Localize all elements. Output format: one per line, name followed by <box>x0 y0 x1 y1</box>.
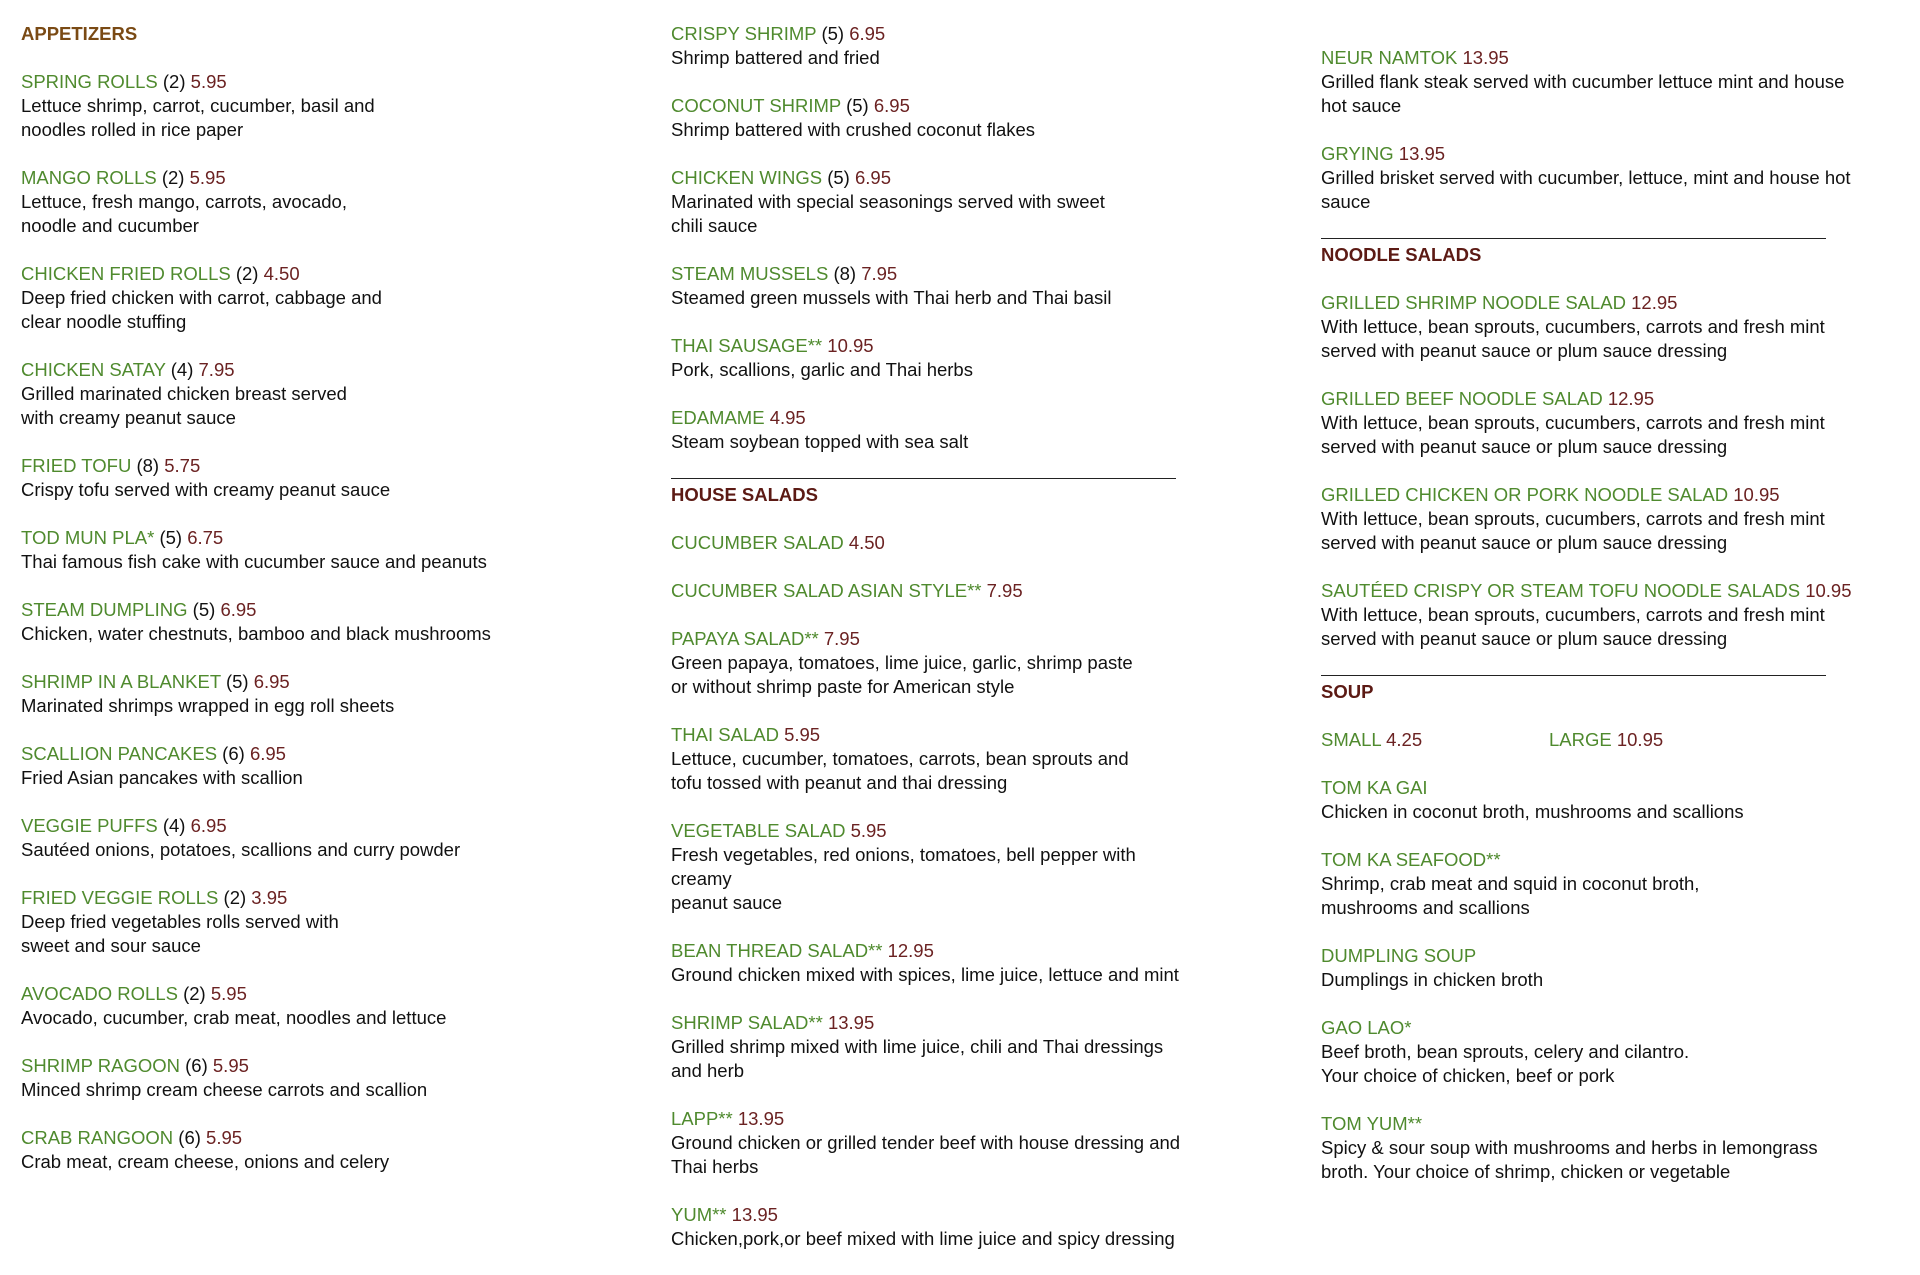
menu-item-quantity: (6) <box>222 743 245 764</box>
menu-item-yum <box>671 1203 1191 1251</box>
menu-item-description: Shrimp battered and fried <box>671 47 880 68</box>
menu-item-price: 13.95 <box>827 1012 875 1033</box>
menu-item-price: 5.95 <box>206 1127 243 1148</box>
soup-size-small <box>1321 728 1549 752</box>
menu-item-price: 4.95 <box>769 407 806 428</box>
menu-item-title <box>671 723 1191 747</box>
soup-size-large-price: 10.95 <box>1616 729 1664 750</box>
menu-item-quantity: (5) <box>192 599 216 620</box>
soup-size-prices <box>1321 728 1881 752</box>
menu-item-name: CHICKEN SATAY <box>21 359 166 380</box>
menu-item-coconut-shrimp <box>671 94 1191 142</box>
menu-column-2 <box>671 22 1191 1275</box>
menu-item-quantity: (5) <box>827 167 850 188</box>
menu-item-title <box>21 886 581 910</box>
menu-item-title <box>671 94 1191 118</box>
menu-item-title <box>671 406 1191 430</box>
menu-item-description: Crab meat, cream cheese, onions and celery <box>21 1151 390 1172</box>
menu-item-title <box>1321 291 1881 315</box>
menu-item-chicken-wings <box>671 166 1191 238</box>
menu-item-description: Lettuce, cucumber, tomatoes, carrots, bean sprouts and tofu tossed with peanut and thai dressing <box>671 748 1129 793</box>
section-heading-noodle-salads: NOODLE SALADS <box>1321 244 1482 265</box>
menu-item-description: Ground chicken mixed with spices, lime juice, lettuce and mint <box>671 964 1179 985</box>
menu-item-description: With lettuce, bean sprouts, cucumbers, carrots and fresh mint served with peanut sauce or plum sauce dressing <box>1321 412 1825 457</box>
menu-item-name: AVOCADO ROLLS <box>21 983 178 1004</box>
menu-item-description: Marinated shrimps wrapped in egg roll sheets <box>21 695 395 716</box>
menu-item-description: Avocado, cucumber, crab meat, noodles and lettuce <box>21 1007 447 1028</box>
menu-item-name: FRIED VEGGIE ROLLS <box>21 887 219 908</box>
menu-item-title <box>1321 1016 1881 1040</box>
menu-item-name: GRILLED SHRIMP NOODLE SALAD <box>1321 292 1626 313</box>
menu-item-name: SAUTÉED CRISPY OR STEAM TOFU NOODLE SALADS <box>1321 580 1801 601</box>
menu-item-price: 10.95 <box>1733 484 1780 505</box>
menu-item-quantity: (2) <box>235 263 259 284</box>
menu-item-name: GAO LAO* <box>1321 1017 1412 1038</box>
menu-item-title <box>671 334 1191 358</box>
menu-item-quantity: (5) <box>846 95 869 116</box>
menu-item-title <box>671 166 1191 190</box>
menu-item-title <box>21 358 581 382</box>
menu-item-price: 5.95 <box>190 71 227 92</box>
menu-item-description: Grilled shrimp mixed with lime juice, chili and Thai dressings and herb <box>671 1036 1164 1081</box>
menu-item-quantity: (6) <box>178 1127 201 1148</box>
menu-item-price: 6.95 <box>849 23 886 44</box>
menu-item-quantity: (5) <box>225 671 249 692</box>
menu-item-thai-sausage <box>671 334 1191 382</box>
menu-item-name: LAPP** <box>671 1108 733 1129</box>
soup-size-large <box>1549 728 1777 752</box>
menu-item-price: 13.95 <box>1398 143 1446 164</box>
menu-item-crispy-shrimp <box>671 22 1191 70</box>
menu-item-name: EDAMAME <box>671 407 765 428</box>
menu-item-tom-yum <box>1321 1112 1881 1184</box>
menu-item-name: CHICKEN FRIED ROLLS <box>21 263 231 284</box>
menu-item-description: Spicy & sour soup with mushrooms and herbs in lemongrass broth. Your choice of shrimp, chicken or vegetable <box>1321 1137 1818 1182</box>
menu-item-title <box>1321 579 1881 603</box>
menu-item-grilled-beef-noodle-salad <box>1321 387 1881 459</box>
section-heading-soup: SOUP <box>1321 681 1374 702</box>
menu-item-description: With lettuce, bean sprouts, cucumbers, carrots and fresh mint served with peanut sauce or plum sauce dressing <box>1321 508 1825 553</box>
menu-item-description: Ground chicken or grilled tender beef with house dressing and Thai herbs <box>671 1132 1181 1177</box>
menu-item-price: 3.95 <box>251 887 288 908</box>
section-heading-house-salads: HOUSE SALADS <box>671 484 818 505</box>
menu-item-title <box>1321 46 1881 70</box>
menu-item-title <box>21 598 581 622</box>
menu-item-description: Steamed green mussels with Thai herb and Thai basil <box>671 287 1112 308</box>
menu-item-title <box>671 1203 1191 1227</box>
soup-size-small-price: 4.25 <box>1386 729 1423 750</box>
menu-item-shrimp-in-a-blanket <box>21 670 581 718</box>
menu-item-name: CUCUMBER SALAD ASIAN STYLE** <box>671 580 982 601</box>
menu-item-title <box>1321 848 1881 872</box>
menu-item-name: STEAM DUMPLING <box>21 599 188 620</box>
menu-item-name: SHRIMP IN A BLANKET <box>21 671 221 692</box>
menu-item-description: Dumplings in chicken broth <box>1321 969 1544 990</box>
menu-item-price: 12.95 <box>1607 388 1655 409</box>
menu-item-title <box>21 262 581 286</box>
menu-item-price: 5.75 <box>164 455 201 476</box>
menu-item-name: STEAM MUSSELS <box>671 263 829 284</box>
menu-item-title <box>671 579 1191 603</box>
soup-size-large-label: LARGE <box>1549 729 1612 750</box>
menu-item-title <box>671 627 1191 651</box>
menu-item-chicken-fried-rolls <box>21 262 581 334</box>
menu-item-name: NEUR NAMTOK <box>1321 47 1458 68</box>
menu-item-cucumber-salad-asian-style <box>671 579 1191 603</box>
menu-item-name: SPRING ROLLS <box>21 71 158 92</box>
menu-item-price: 4.50 <box>848 532 885 553</box>
menu-item-name: SHRIMP RAGOON <box>21 1055 180 1076</box>
section-divider <box>1321 238 1826 239</box>
menu-item-quantity: (2) <box>223 887 247 908</box>
menu-item-scallion-pancakes <box>21 742 581 790</box>
menu-item-price: 6.95 <box>253 671 290 692</box>
menu-item-name: COCONUT SHRIMP <box>671 95 841 116</box>
menu-item-price: 6.95 <box>249 743 286 764</box>
menu-item-quantity: (2) <box>161 167 185 188</box>
menu-item-price: 13.95 <box>1462 47 1509 68</box>
menu-item-description: Grilled marinated chicken breast served with creamy peanut sauce <box>21 383 347 428</box>
menu-item-price: 5.95 <box>850 820 887 841</box>
menu-item-bean-thread-salad <box>671 939 1191 987</box>
menu-item-quantity: (4) <box>170 359 194 380</box>
menu-item-name: GRILLED CHICKEN OR PORK NOODLE SALAD <box>1321 484 1729 505</box>
menu-item-price: 7.95 <box>861 263 898 284</box>
menu-item-description: Green papaya, tomatoes, lime juice, garlic, shrimp paste or without shrimp paste for American style <box>671 652 1133 697</box>
section-divider <box>671 478 1176 479</box>
menu-item-name: CUCUMBER SALAD <box>671 532 844 553</box>
menu-item-name: GRILLED BEEF NOODLE SALAD <box>1321 388 1603 409</box>
menu-item-shrimp-ragoon <box>21 1054 581 1102</box>
menu-item-price: 6.95 <box>190 815 227 836</box>
menu-item-description: Sautéed onions, potatoes, scallions and curry powder <box>21 839 461 860</box>
menu-item-title <box>21 1126 581 1150</box>
menu-item-title <box>1321 142 1881 166</box>
menu-item-description: Crispy tofu served with creamy peanut sauce <box>21 479 391 500</box>
menu-item-name: CHICKEN WINGS <box>671 167 823 188</box>
menu-item-title <box>1321 387 1881 411</box>
menu-item-name: THAI SALAD <box>671 724 779 745</box>
menu-item-quantity: (5) <box>821 23 845 44</box>
column-top-spacer <box>1321 22 1881 46</box>
menu-item-title <box>21 982 581 1006</box>
menu-item-name: CRISPY SHRIMP <box>671 23 817 44</box>
menu-item-name: DUMPLING SOUP <box>1321 945 1477 966</box>
menu-item-description: Grilled flank steak served with cucumber lettuce mint and house hot sauce <box>1321 71 1845 116</box>
menu-item-price: 7.95 <box>986 580 1023 601</box>
menu-item-dumpling-soup <box>1321 944 1881 992</box>
menu-item-grilled-shrimp-noodle-salad <box>1321 291 1881 363</box>
menu-item-name: MANGO ROLLS <box>21 167 157 188</box>
menu-item-description: Fried Asian pancakes with scallion <box>21 767 303 788</box>
menu-item-description: Chicken,pork,or beef mixed with lime juice and spicy dressing <box>671 1228 1175 1249</box>
menu-item-name: TOM KA SEAFOOD** <box>1321 849 1501 870</box>
menu-item-title <box>21 814 581 838</box>
menu-item-description: Minced shrimp cream cheese carrots and scallion <box>21 1079 428 1100</box>
menu-item-description: Fresh vegetables, red onions, tomatoes, bell pepper with creamy peanut sauce <box>671 844 1136 913</box>
menu-item-price: 5.95 <box>784 724 821 745</box>
menu-item-title <box>671 22 1191 46</box>
menu-item-tod-mun-pla <box>21 526 581 574</box>
menu-item-description: Deep fried chicken with carrot, cabbage and clear noodle stuffing <box>21 287 382 332</box>
menu-item-title <box>1321 1112 1881 1136</box>
menu-item-description: Deep fried vegetables rolls served with sweet and sour sauce <box>21 911 339 956</box>
menu-item-description: Lettuce shrimp, carrot, cucumber, basil and noodles rolled in rice paper <box>21 95 375 140</box>
menu-item-price: 6.95 <box>873 95 910 116</box>
menu-item-name: VEGGIE PUFFS <box>21 815 158 836</box>
menu-item-description: Grilled brisket served with cucumber, lettuce, mint and house hot sauce <box>1321 167 1851 212</box>
menu-item-description: Lettuce, fresh mango, carrots, avocado, noodle and cucumber <box>21 191 347 236</box>
menu-item-title <box>671 1107 1191 1131</box>
menu-item-title <box>1321 776 1881 800</box>
menu-item-title <box>21 742 581 766</box>
menu-item-title <box>1321 944 1881 968</box>
menu-column-3 <box>1321 22 1881 1208</box>
menu-item-price: 5.95 <box>189 167 226 188</box>
menu-item-price: 12.95 <box>887 940 934 961</box>
menu-item-shrimp-salad <box>671 1011 1191 1083</box>
menu-item-price: 7.95 <box>198 359 235 380</box>
menu-item-price: 6.75 <box>187 527 224 548</box>
menu-item-quantity: (8) <box>136 455 160 476</box>
menu-item-price: 12.95 <box>1631 292 1678 313</box>
menu-item-title <box>671 1011 1191 1035</box>
menu-item-crab-rangoon <box>21 1126 581 1174</box>
menu-item-price: 10.95 <box>827 335 874 356</box>
menu-item-steam-dumpling <box>21 598 581 646</box>
menu-item-grying <box>1321 142 1881 214</box>
menu-item-chicken-satay <box>21 358 581 430</box>
menu-item-steam-mussels <box>671 262 1191 310</box>
menu-item-description: Chicken, water chestnuts, bamboo and black mushrooms <box>21 623 491 644</box>
menu-item-edamame <box>671 406 1191 454</box>
menu-item-description: Steam soybean topped with sea salt <box>671 431 969 452</box>
menu-item-avocado-rolls <box>21 982 581 1030</box>
menu-item-name: TOM KA GAI <box>1321 777 1428 798</box>
menu-item-title <box>21 1054 581 1078</box>
menu-item-description: Beef broth, bean sprouts, celery and cilantro. Your choice of chicken, beef or pork <box>1321 1041 1690 1086</box>
menu-item-quantity: (5) <box>159 527 183 548</box>
menu-item-tom-ka-gai <box>1321 776 1881 824</box>
menu-item-tom-ka-seafood <box>1321 848 1881 920</box>
menu-item-name: SHRIMP SALAD** <box>671 1012 823 1033</box>
menu-item-description: Chicken in coconut broth, mushrooms and scallions <box>1321 801 1744 822</box>
menu-column-1 <box>21 22 581 1198</box>
menu-item-name: TOD MUN PLA* <box>21 527 155 548</box>
menu-item-description: Shrimp battered with crushed coconut flakes <box>671 119 1036 140</box>
menu-item-quantity: (8) <box>833 263 857 284</box>
menu-item-price: 6.95 <box>855 167 892 188</box>
section-divider <box>1321 675 1826 676</box>
menu-item-price: 13.95 <box>737 1108 785 1129</box>
menu-item-spring-rolls <box>21 70 581 142</box>
menu-item-vegetable-salad <box>671 819 1191 915</box>
menu-item-papaya-salad <box>671 627 1191 699</box>
menu-item-title <box>21 526 581 550</box>
menu-item-price: 10.95 <box>1805 580 1852 601</box>
menu-item-price: 6.95 <box>220 599 257 620</box>
menu-item-name: YUM** <box>671 1204 727 1225</box>
menu-item-name: CRAB RANGOON <box>21 1127 174 1148</box>
menu-item-description: Thai famous fish cake with cucumber sauce and peanuts <box>21 551 487 572</box>
menu-item-sauteed-crispy-or-steam-tofu-noodle-salads <box>1321 579 1881 651</box>
menu-item-name: BEAN THREAD SALAD** <box>671 940 883 961</box>
menu-item-name: THAI SAUSAGE** <box>671 335 823 356</box>
menu-item-name: FRIED TOFU <box>21 455 132 476</box>
menu-item-neur-namtok <box>1321 46 1881 118</box>
menu-item-fried-tofu <box>21 454 581 502</box>
section-heading-appetizers: APPETIZERS <box>21 23 138 44</box>
menu-item-title <box>1321 483 1881 507</box>
menu-item-fried-veggie-rolls <box>21 886 581 958</box>
menu-item-description: Shrimp, crab meat and squid in coconut broth, mushrooms and scallions <box>1321 873 1700 918</box>
menu-item-title <box>671 939 1191 963</box>
menu-item-lapp <box>671 1107 1191 1179</box>
menu-item-veggie-puffs <box>21 814 581 862</box>
menu-item-name: GRYING <box>1321 143 1394 164</box>
menu-item-name: SCALLION PANCAKES <box>21 743 218 764</box>
soup-size-small-label: SMALL <box>1321 729 1381 750</box>
menu-item-title <box>21 454 581 478</box>
menu-item-price: 5.95 <box>210 983 247 1004</box>
menu-item-quantity: (2) <box>162 71 186 92</box>
menu-item-title <box>21 670 581 694</box>
menu-item-price: 5.95 <box>212 1055 249 1076</box>
menu-item-title <box>671 531 1191 555</box>
menu-item-name: VEGETABLE SALAD <box>671 820 846 841</box>
menu-item-description: Marinated with special seasonings served with sweet chili sauce <box>671 191 1105 236</box>
menu-item-description: Pork, scallions, garlic and Thai herbs <box>671 359 973 380</box>
menu-item-price: 7.95 <box>823 628 860 649</box>
menu-item-quantity: (4) <box>162 815 186 836</box>
menu-item-description: With lettuce, bean sprouts, cucumbers, carrots and fresh mint served with peanut sauce or plum sauce dressing <box>1321 604 1825 649</box>
menu-item-title <box>21 166 581 190</box>
menu-item-mango-rolls <box>21 166 581 238</box>
menu-item-title <box>671 262 1191 286</box>
menu-item-title <box>21 70 581 94</box>
menu-item-quantity: (2) <box>183 983 206 1004</box>
menu-item-gao-lao <box>1321 1016 1881 1088</box>
menu-item-price: 13.95 <box>731 1204 778 1225</box>
menu-item-grilled-chicken-or-pork-noodle-salad <box>1321 483 1881 555</box>
menu-item-thai-salad <box>671 723 1191 795</box>
menu-item-name: PAPAYA SALAD** <box>671 628 819 649</box>
menu-item-cucumber-salad <box>671 531 1191 555</box>
menu-item-title <box>671 819 1191 843</box>
menu-item-quantity: (6) <box>185 1055 208 1076</box>
menu-item-description: With lettuce, bean sprouts, cucumbers, carrots and fresh mint served with peanut sauce or plum sauce dressing <box>1321 316 1825 361</box>
menu-item-price: 4.50 <box>263 263 300 284</box>
menu-item-name: TOM YUM** <box>1321 1113 1423 1134</box>
